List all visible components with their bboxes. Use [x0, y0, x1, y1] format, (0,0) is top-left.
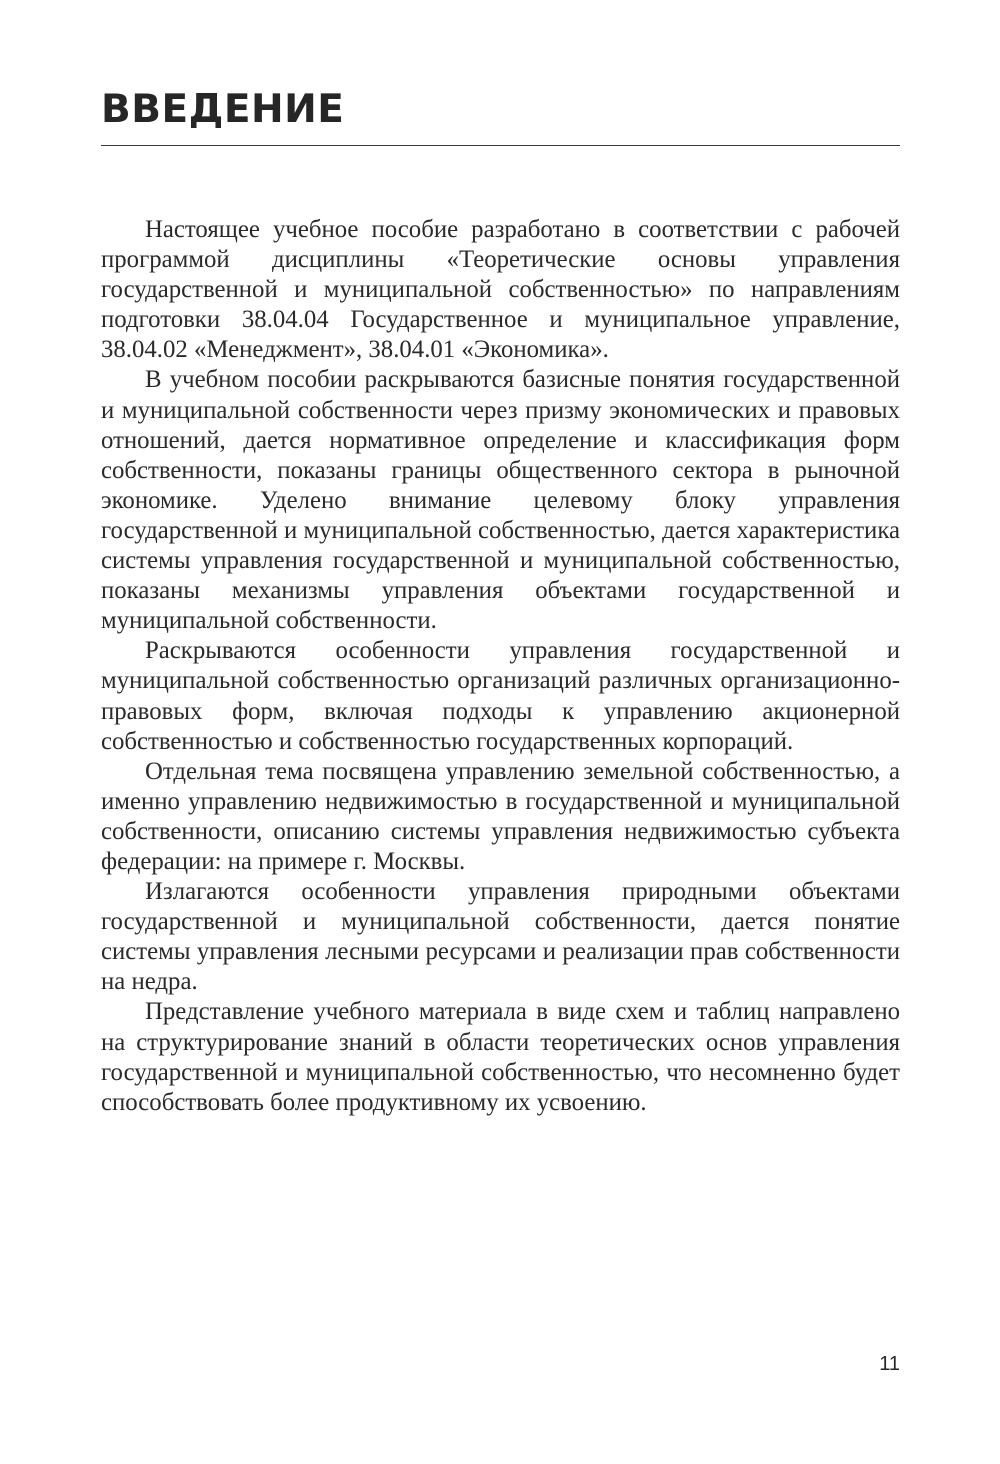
paragraph-purpose: Настоящее учебное пособие разработано в соответствии с рабочей программой дисциплины «Теоретические основы управления государственной и муниципальной собственностью» по направлениям подготовки 38.04.04 Государственное и муниципальное управление, 38.04.02 «Менеджмент», 38.04.01 «Экономика». [101, 216, 900, 364]
paragraph-organizations: Раскрываются особенности управления государственной и муниципальной собственностью организаций различных организационно-правовых форм, включая подходы к управлению акционерной собственностью и собственностью государственных корпораций. [101, 637, 900, 755]
paragraph-basic-concepts: В учебном пособии раскрываются базисные понятия государственной и муниципальной собственности через призму экономических и правовых отношений, дается нормативное определение и классификация форм собственности, показаны границы общественного сектора в рыночной экономике. Уделено внимание целевому блоку управления государственной и муниципальной собственностью, дается характеристика системы управления государственной и муниципальной собственностью, показаны механизмы управления объектами государственной и муниципальной собственности. [101, 366, 900, 635]
page-number: 11 [879, 1353, 900, 1375]
page-title: ВВЕДЕНИЕ [101, 87, 345, 132]
paragraph-presentation: Представление учебного материала в виде схем и таблиц направлено на структурирование знаний в области теоретических основ управления государственной и муниципальной собственностью, что несомненно будет способствовать более продуктивному их усвоению. [101, 998, 900, 1116]
title-divider [101, 145, 900, 146]
introduction-body [101, 215, 900, 1118]
paragraph-land-property: Отдельная тема посвящена управлению земельной собственностью, а именно управлению недвижимостью в государственной и муниципальной собственности, описанию системы управления недвижимостью субъекта федерации: на примере г. Москвы. [101, 757, 900, 875]
paragraph-natural-objects: Излагаются особенности управления природными объектами государственной и муниципальной собственности, дается понятие системы управления лесными ресурсами и реализации прав собственности на недра. [101, 878, 900, 996]
